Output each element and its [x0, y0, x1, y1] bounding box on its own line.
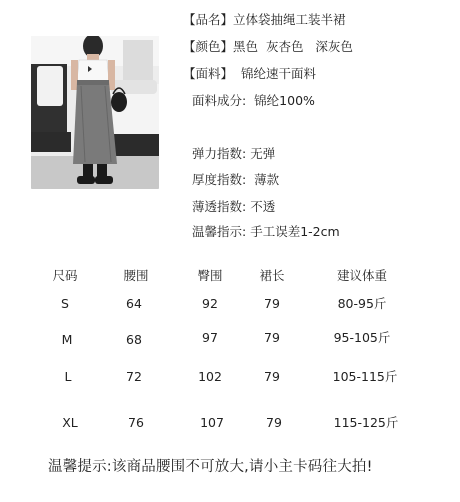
info-row-fabric — [183, 66, 316, 82]
size-header-hip: 臀围 — [197, 268, 223, 283]
table-cell: 105-115斤 — [332, 369, 398, 384]
table-cell: 115-125斤 — [333, 415, 399, 430]
product-photo — [31, 36, 159, 189]
table-cell: 64 — [126, 296, 142, 311]
table-cell: 79 — [264, 330, 280, 345]
footer-notice: 温馨提示:该商品腰围不可放大,请小主卡码往大拍! — [48, 459, 373, 475]
info-value: 立体袋抽绳工装半裙 — [233, 12, 346, 27]
info-key: 【品名】 — [183, 12, 234, 27]
info-row-name — [183, 12, 346, 28]
info-value: 黑色 灰杏色 深灰色 — [233, 39, 353, 54]
table-cell: 79 — [264, 296, 280, 311]
info-row-notice — [192, 224, 340, 240]
table-cell: 102 — [198, 369, 222, 384]
model-wearing-skirt-image — [31, 36, 159, 189]
size-header-weight: 建议体重 — [336, 268, 388, 283]
info-key: 薄透指数: — [192, 199, 247, 214]
info-key: 厚度指数: — [192, 172, 247, 187]
table-cell: 107 — [200, 415, 224, 430]
info-key: 【面料】 — [183, 66, 234, 81]
info-row-thickness — [192, 172, 279, 188]
table-cell: S — [61, 296, 69, 311]
info-row-composition — [192, 93, 315, 109]
info-key: 弹力指数: — [192, 146, 247, 161]
table-cell: XL — [62, 415, 78, 430]
table-cell: 92 — [202, 296, 218, 311]
table-cell: 95-105斤 — [333, 330, 391, 345]
info-value: 无弹 — [246, 146, 276, 161]
table-cell: 68 — [126, 332, 142, 347]
info-value: 不透 — [246, 199, 276, 214]
table-cell: L — [64, 369, 72, 384]
info-value: 锦纶速干面料 — [233, 66, 316, 81]
table-cell: 76 — [128, 415, 144, 430]
size-header-length: 裙长 — [259, 268, 285, 283]
info-row-transparency — [192, 199, 275, 215]
info-row-color — [183, 39, 353, 55]
info-value: 手工误差1-2cm — [246, 224, 340, 239]
info-key: 【颜色】 — [183, 39, 234, 54]
size-header-waist: 腰围 — [123, 268, 149, 283]
info-key: 面料成分: — [192, 93, 247, 108]
table-cell: 80-95斤 — [337, 296, 387, 311]
info-key: 温馨指示: — [192, 224, 247, 239]
info-value: 薄款 — [246, 172, 280, 187]
info-row-elasticity — [192, 146, 275, 162]
info-value: 锦纶100% — [246, 93, 315, 108]
table-cell: 79 — [264, 369, 280, 384]
table-cell: 72 — [126, 369, 142, 384]
table-cell: 79 — [266, 415, 282, 430]
table-cell: M — [61, 332, 73, 347]
size-header-size: 尺码 — [52, 268, 78, 283]
table-cell: 97 — [202, 330, 218, 345]
